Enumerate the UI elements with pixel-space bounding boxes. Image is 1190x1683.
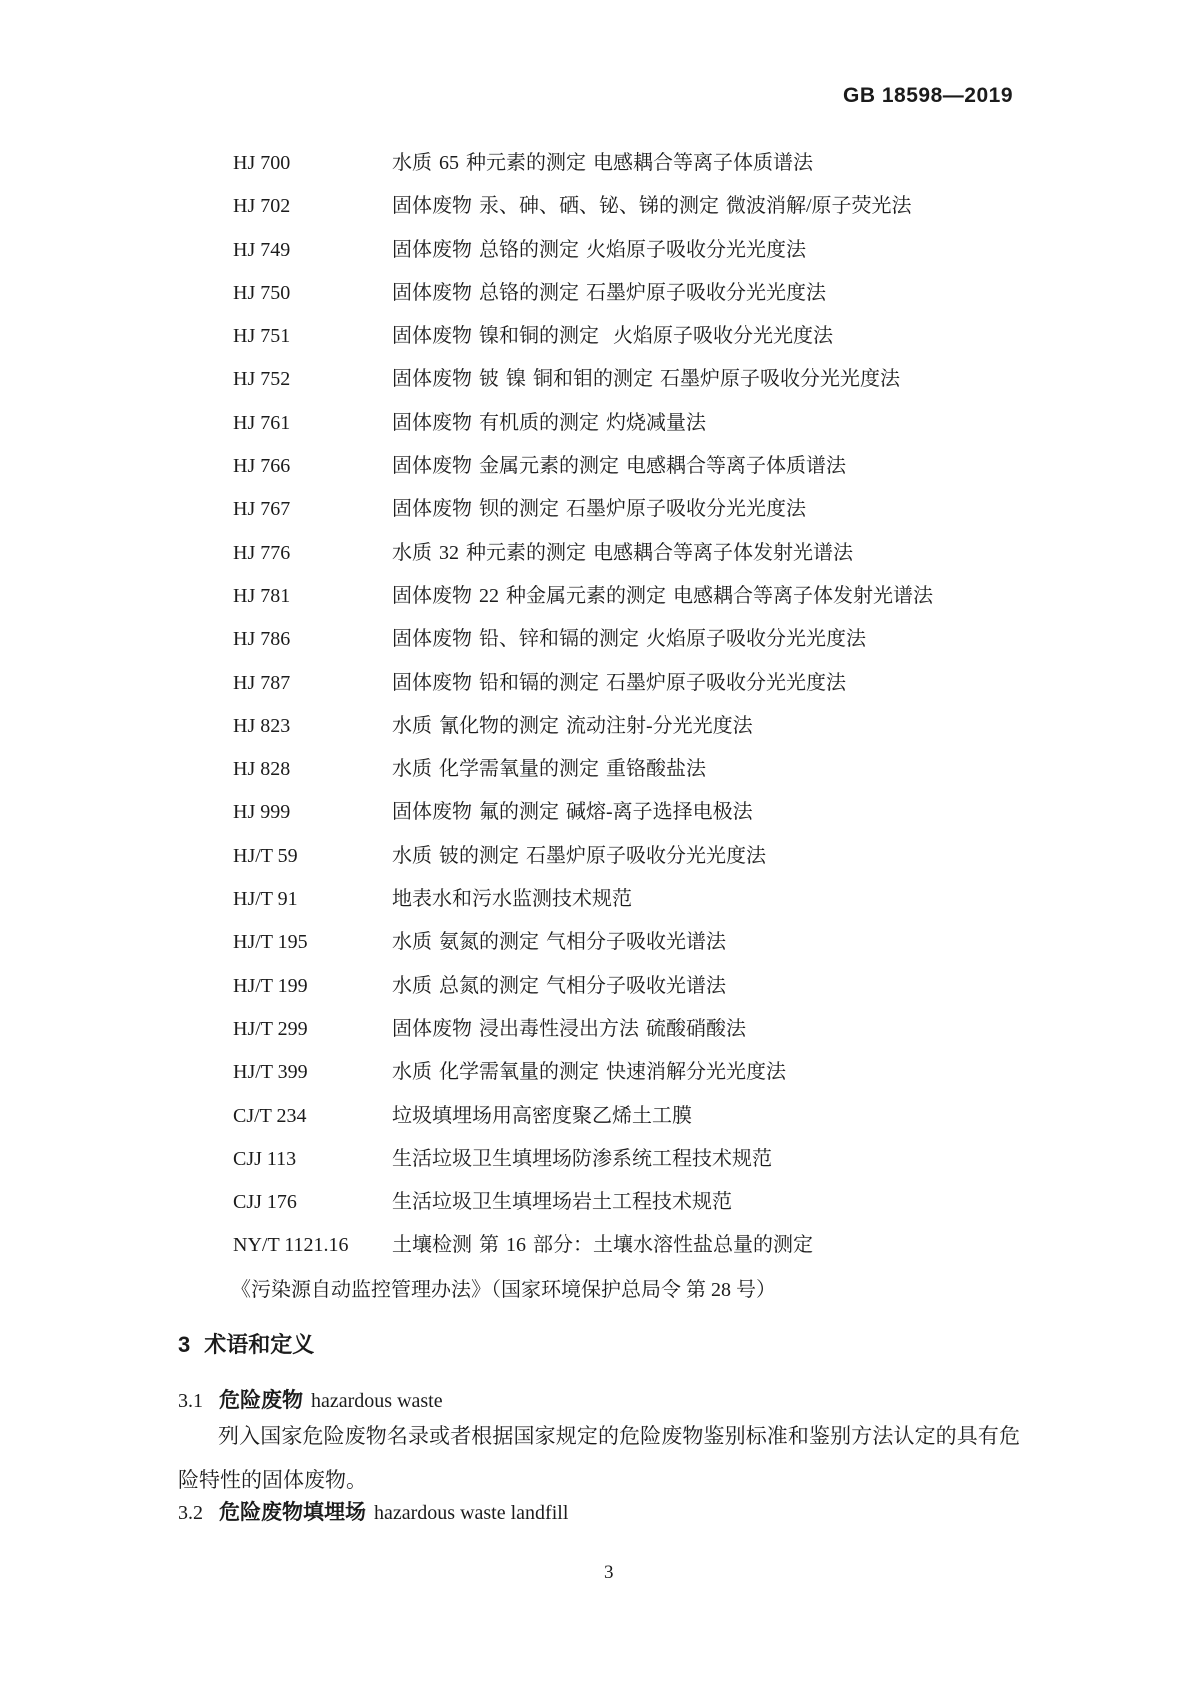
reference-code: HJ 823 bbox=[233, 714, 291, 737]
term-3-1-en: hazardous waste bbox=[311, 1390, 443, 1412]
reference-code: HJ/T 59 bbox=[233, 844, 298, 867]
reference-title: 固体废物 铍 镍 铜和钼的测定 石墨炉原子吸收分光光度法 bbox=[392, 368, 900, 391]
reference-title: 固体废物 总铬的测定 石墨炉原子吸收分光光度法 bbox=[392, 281, 826, 304]
reference-title: 水质 铍的测定 石墨炉原子吸收分光光度法 bbox=[392, 844, 766, 867]
term-3-2-en: hazardous waste landfill bbox=[374, 1502, 569, 1524]
reference-code: HJ 750 bbox=[233, 281, 291, 304]
reference-title: 水质 化学需氧量的测定 重铬酸盐法 bbox=[392, 758, 706, 781]
reference-title: 土壤检测 第 16 部分：土壤水溶性盐总量的测定 bbox=[392, 1234, 813, 1257]
reference-code: HJ 786 bbox=[233, 628, 291, 651]
reference-code: HJ 766 bbox=[233, 455, 291, 478]
reference-title: 固体废物 汞、砷、硒、铋、锑的测定 微波消解/原子荧光法 bbox=[392, 195, 912, 218]
reference-row bbox=[233, 662, 1033, 705]
document-number: GB 18598—2019 bbox=[843, 84, 1013, 107]
reference-row bbox=[233, 358, 1033, 401]
section-number: 3 bbox=[178, 1332, 191, 1357]
reference-row bbox=[233, 575, 1033, 618]
reference-row bbox=[233, 315, 1033, 358]
reference-code: HJ 749 bbox=[233, 238, 291, 261]
reference-code: HJ 700 bbox=[233, 152, 291, 174]
reference-title: 固体废物 22 种金属元素的测定 电感耦合等离子体发射光谱法 bbox=[392, 584, 933, 607]
reference-row bbox=[233, 835, 1033, 878]
reference-code: NY/T 1121.16 bbox=[233, 1234, 349, 1257]
reference-title: 固体废物 金属元素的测定 电感耦合等离子体质谱法 bbox=[392, 455, 846, 478]
reference-row bbox=[233, 1095, 1033, 1138]
reference-code: HJ 702 bbox=[233, 195, 291, 218]
reference-title: 垃圾填埋场用高密度聚乙烯土工膜 bbox=[392, 1104, 692, 1127]
reference-row bbox=[233, 618, 1033, 661]
reference-code: HJ 999 bbox=[233, 801, 291, 824]
reference-row bbox=[233, 1051, 1033, 1094]
term-3-2-number: 3.2 bbox=[178, 1502, 203, 1524]
reference-row bbox=[233, 185, 1033, 228]
term-3-2-zh: 危险废物填埋场 bbox=[219, 1501, 366, 1524]
reference-code: HJ 751 bbox=[233, 325, 291, 348]
reference-code: HJ/T 399 bbox=[233, 1061, 308, 1084]
reference-code: HJ 752 bbox=[233, 368, 291, 391]
reference-code: CJJ 176 bbox=[233, 1191, 297, 1214]
reference-title: 固体废物 氟的测定 碱熔-离子选择电极法 bbox=[392, 801, 753, 824]
reference-code: HJ 767 bbox=[233, 498, 291, 521]
reference-row bbox=[233, 1008, 1033, 1051]
reference-code: HJ/T 195 bbox=[233, 931, 308, 954]
term-3-1-number: 3.1 bbox=[178, 1390, 203, 1412]
references-list bbox=[233, 142, 1033, 1268]
reference-row bbox=[233, 1224, 1033, 1267]
reference-row bbox=[233, 229, 1033, 272]
reference-code: CJ/T 234 bbox=[233, 1104, 307, 1127]
reference-row bbox=[233, 965, 1033, 1008]
reference-code: HJ 781 bbox=[233, 584, 291, 607]
reference-row bbox=[233, 272, 1033, 315]
section-title: 术语和定义 bbox=[204, 1332, 315, 1357]
reference-code: HJ/T 199 bbox=[233, 974, 308, 997]
reference-row bbox=[233, 1138, 1033, 1181]
reference-title: 固体废物 有机质的测定 灼烧减量法 bbox=[392, 411, 706, 434]
reference-title: 水质 总氮的测定 气相分子吸收光谱法 bbox=[392, 974, 726, 997]
reference-row bbox=[233, 445, 1033, 488]
reference-title: 固体废物 铅、锌和镉的测定 火焰原子吸收分光光度法 bbox=[392, 628, 866, 651]
reference-title: 水质 化学需氧量的测定 快速消解分光光度法 bbox=[392, 1061, 786, 1084]
regulation-note: 《污染源自动监控管理办法》（国家环境保护总局令 第 28 号） bbox=[231, 1279, 776, 1301]
reference-code: CJJ 113 bbox=[233, 1147, 297, 1170]
reference-row bbox=[233, 791, 1033, 834]
reference-row bbox=[233, 402, 1033, 445]
reference-row bbox=[233, 878, 1033, 921]
reference-code: HJ 828 bbox=[233, 758, 291, 781]
reference-row bbox=[233, 488, 1033, 531]
reference-title: 固体废物 浸出毒性浸出方法 硫酸硝酸法 bbox=[392, 1017, 746, 1040]
reference-row bbox=[233, 705, 1033, 748]
reference-code: HJ/T 299 bbox=[233, 1017, 308, 1040]
reference-title: 水质 氨氮的测定 气相分子吸收光谱法 bbox=[392, 931, 726, 954]
term-3-2 bbox=[178, 1499, 568, 1527]
term-3-1-definition: 列入国家危险废物名录或者根据国家规定的危险废物鉴别标准和鉴别方法认定的具有危险特性的固体废物。 bbox=[178, 1424, 1020, 1492]
reference-row bbox=[233, 1181, 1033, 1224]
term-3-1-zh: 危险废物 bbox=[219, 1389, 303, 1412]
term-3-1 bbox=[178, 1387, 443, 1415]
reference-code: HJ 761 bbox=[233, 411, 291, 434]
reference-code: HJ 776 bbox=[233, 541, 291, 564]
reference-title: 固体废物 镍和铜的测定 火焰原子吸收分光光度法 bbox=[392, 325, 833, 348]
reference-title: 固体废物 铅和镉的测定 石墨炉原子吸收分光光度法 bbox=[392, 671, 846, 694]
section-heading bbox=[178, 1330, 314, 1360]
reference-code: HJ/T 91 bbox=[233, 888, 298, 911]
reference-row bbox=[233, 532, 1033, 575]
reference-title: 水质 32 种元素的测定 电感耦合等离子体发射光谱法 bbox=[392, 541, 853, 564]
reference-title: 生活垃圾卫生填埋场防渗系统工程技术规范 bbox=[392, 1147, 772, 1170]
reference-title: 固体废物 钡的测定 石墨炉原子吸收分光光度法 bbox=[392, 498, 806, 521]
reference-title: 地表水和污水监测技术规范 bbox=[392, 888, 632, 911]
reference-title: 水质 氰化物的测定 流动注射-分光光度法 bbox=[392, 714, 753, 737]
reference-title: 生活垃圾卫生填埋场岩土工程技术规范 bbox=[392, 1191, 732, 1214]
reference-title: 水质 65 种元素的测定 电感耦合等离子体质谱法 bbox=[392, 152, 813, 174]
reference-row bbox=[233, 142, 1033, 185]
page-number: 3 bbox=[604, 1562, 614, 1583]
reference-title: 固体废物 总铬的测定 火焰原子吸收分光光度法 bbox=[392, 238, 806, 261]
reference-row bbox=[233, 921, 1033, 964]
reference-code: HJ 787 bbox=[233, 671, 291, 694]
reference-row bbox=[233, 748, 1033, 791]
